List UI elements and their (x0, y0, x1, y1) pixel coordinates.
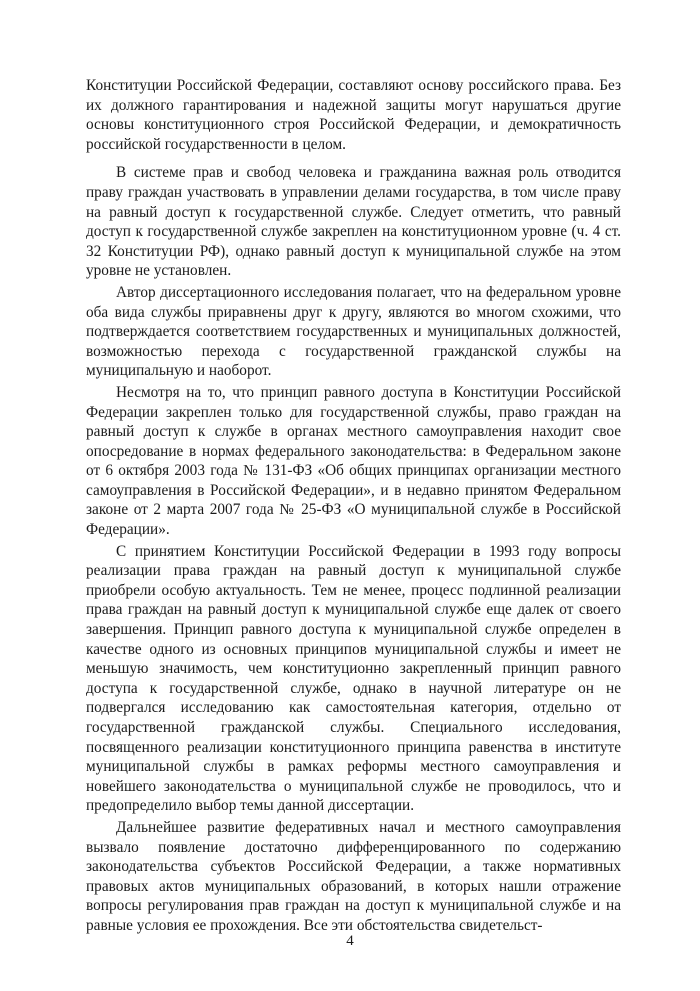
paragraph-5: С принятием Конституции Российской Федерации в 1993 году вопросы реализации права граждан на равный доступ к муниципальной службе приобрели особую актуальность. Тем не менее, процесс подлинной реализации права граждан на равный доступ к муниципальной службе еще далек от своего завершения. Принцип равного доступа к муниципальной службе определен в качестве одного из основных принципов муниципальной службы и имеет не меньшую значимость, чем конституционно закрепленный принцип равного доступа к государственной службе, однако в научной литературе он не подвергался исследованию как самостоятельная категория, отдельно от государственной гражданской службы. Специального исследования, посвященного реализации конституционного принципа равенства в институте муниципальной службы в рамках реформы местного самоуправления и новейшего законодательства о муниципальной службе не проводилось, что и предопределило выбор темы данной диссертации. (86, 542, 621, 815)
body-text (86, 76, 621, 936)
paragraph-4: Несмотря на то, что принцип равного доступа в Конституции Российской Федерации закреплен только для государственной службы, право граждан на равный доступ к службе в органах местного самоуправления находит свое опосредование в нормах федерального законодательства: в Федеральном законе от 6 октября 2003 года № 131-ФЗ «Об общих принципах организации местного самоуправления в Российской Федерации», и в недавно принятом Федеральном законе от 2 марта 2007 года № 25-ФЗ «О муниципальной службе в Российской Федерации». (86, 383, 621, 539)
paragraph-3: Автор диссертационного исследования полагает, что на федеральном уровне оба вида службы приравнены друг к другу, являются во многом схожими, что подтверждается соответствием государственных и муниципальных должностей, возможностью перехода с государственной гражданской службы на муниципальную и наоборот. (86, 283, 621, 380)
paragraph-2: В системе прав и свобод человека и гражданина важная роль отводится праву граждан участвовать в управлении делами государства, в том числе праву на равный доступ к государственной службе. Следует отметить, что равный доступ к государственной службе закреплен на конституционном уровне (ч. 4 ст. 32 Конституции РФ), однако равный доступ к муниципальной службе на этом уровне не установлен. (86, 164, 621, 280)
paragraph-6: Дальнейшее развитие федеративных начал и местного самоуправления вызвало появление достаточно дифференцированного по содержанию законодательства субъектов Российской Федерации, а также нормативных правовых актов муниципальных образований, в которых нашли отражение вопросы регулирования прав граждан на доступ к муниципальной службе и на равные условия ее прохождения. Все эти обстоятельства свидетельст- (86, 818, 621, 934)
paragraph-1: Конституции Российской Федерации, составляют основу российского права. Без их должного гарантирования и надежной защиты могут нарушаться другие основы конституционного строя Российской Федерации, и демократичность российской государственности в целом. (86, 77, 621, 153)
page-number: 4 (346, 933, 354, 949)
